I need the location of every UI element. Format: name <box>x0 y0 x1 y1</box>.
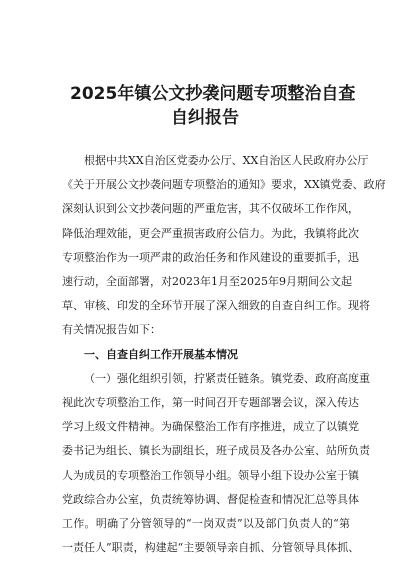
text-line: 一责任人”职责，构建起“主要领导亲自抓、分管领导具体抓、 <box>62 541 360 555</box>
text-line: 深刻认识到公文抄袭问题的严重危害，其不仅破坏工作作风， <box>62 202 359 216</box>
text-line: 视此次专项整治工作，第一时间召开专题部署会议，深入传达 <box>62 396 359 410</box>
title-line-1: 2025年镇公文抄袭问题专项整治自查 <box>70 84 356 104</box>
intro-paragraph <box>62 149 386 343</box>
text-line: 根据中共XX自治区党委办公厅、XX自治区人民政府办公厅 <box>84 154 369 167</box>
text-line: 工作。明确了分管领导的“一岗双责”以及部门负责人的“第 <box>62 517 350 531</box>
text-line: （一）强化组织引领，拧紧责任链条。镇党委、政府高度重 <box>84 371 370 385</box>
text-line: 人为成员的专项整治工作领导小组。领导小组下设办公室于镇 <box>62 468 359 482</box>
text-line: 草、审核、印发的全环节开展了深入细致的自查自纠工作。现将 <box>62 299 370 313</box>
text-line: 《关于开展公文抄袭问题专项整治的通知》要求，XX镇党委、政府 <box>62 178 386 192</box>
section-heading: 一、自查自纠工作开展基本情况 <box>84 347 238 361</box>
text-line: 党政综合办公室，负责统筹协调、督促检查和情况汇总等具体 <box>62 492 359 506</box>
text-line: 委书记为组长、镇长为副组长，班子成员及各办公室、站所负责 <box>62 444 370 458</box>
text-line: 专项整治作为一项严肃的政治任务和作风建设的重要抓手，迅 <box>62 250 359 264</box>
text-line: 学习上级文件精神。为确保整治工作有序推进，成立了以镇党 <box>62 420 359 434</box>
section-paragraph <box>62 367 370 561</box>
title-line-2: 自纠报告 <box>171 108 239 128</box>
text-line: 速行动，全面部署，对2023年1月至2025年9月期间公文起 <box>62 275 352 289</box>
text-line: 降低治理效能，更会严重损害政府公信力。为此，我镇将此次 <box>62 226 359 240</box>
document-body <box>62 149 386 560</box>
document-title <box>70 82 356 130</box>
text-line: 有关情况报告如下： <box>62 323 161 337</box>
